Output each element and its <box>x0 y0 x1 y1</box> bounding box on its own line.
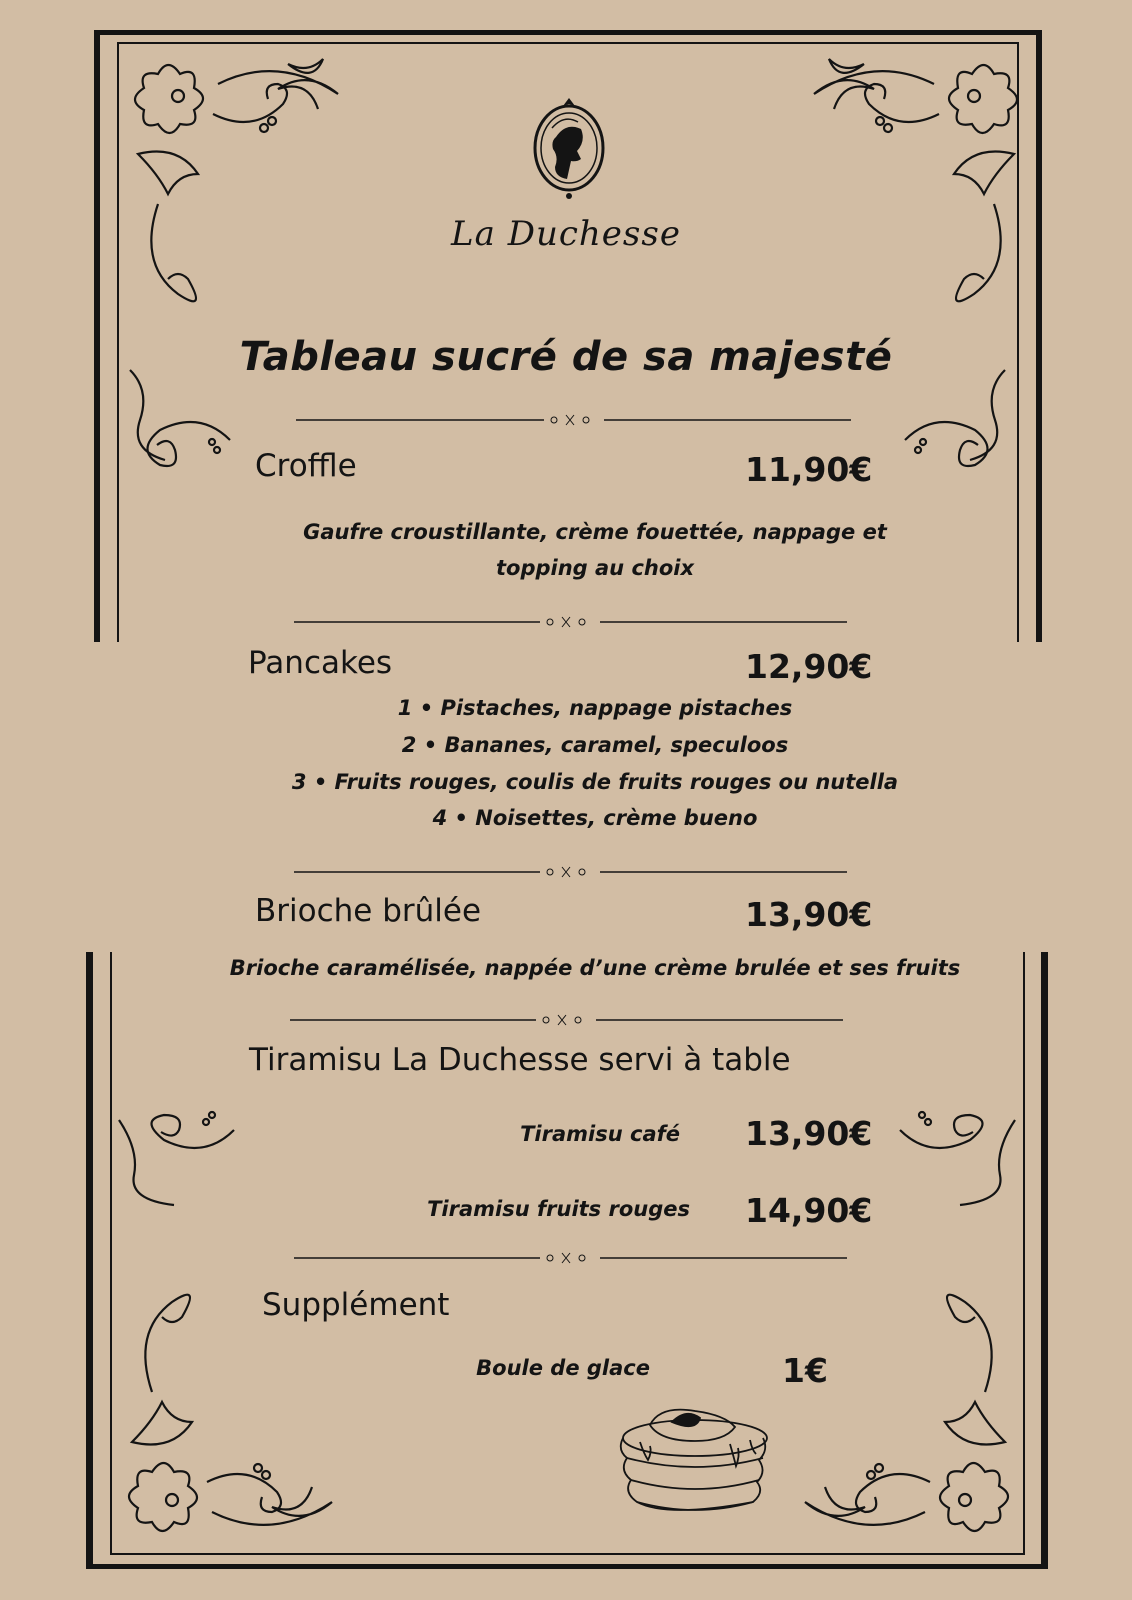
tiramisu-variant-2-label: Tiramisu fruits rouges <box>427 1197 690 1221</box>
pancakes-option-1: 1 • Pistaches, nappage pistaches <box>397 696 793 720</box>
supplement-item-label: Boule de glace <box>476 1356 650 1380</box>
duchess-cameo-logo-icon <box>526 92 612 200</box>
item-pancakes-name: Pancakes <box>248 645 393 681</box>
side-scroll-ornament-lower-left-icon <box>114 1110 244 1210</box>
tiramisu-variant-1-label: Tiramisu café <box>520 1122 680 1146</box>
divider-ornament-1-icon <box>296 412 851 428</box>
item-pancakes-price: 12,90€ <box>745 647 873 686</box>
flourish-ornament-top-left-icon <box>118 44 378 304</box>
tiramisu-variant-1-price: 13,90€ <box>745 1114 873 1153</box>
frame-left-lower <box>86 952 93 1568</box>
frame-bottom-inner-border <box>110 1553 1025 1555</box>
flourish-ornament-bottom-right-icon <box>765 1290 1025 1552</box>
pancakes-option-2: 2 • Bananes, caramel, speculoos <box>401 733 789 757</box>
item-brioche-name: Brioche brûlée <box>255 893 482 929</box>
pancake-stack-illustration-icon <box>610 1400 780 1525</box>
tiramisu-variant-2-price: 14,90€ <box>745 1191 873 1230</box>
divider-ornament-3-icon <box>294 864 847 880</box>
item-tiramisu-name: Tiramisu La Duchesse servi à table <box>249 1042 791 1078</box>
divider-ornament-4-icon <box>290 1012 843 1028</box>
frame-top-border <box>94 30 1042 35</box>
frame-bottom-border <box>86 1564 1048 1569</box>
menu-title: Tableau sucré de sa majesté <box>239 334 893 380</box>
item-brioche-description: Brioche caramélisée, nappée d’une crème brulée et ses fruits <box>229 956 961 980</box>
item-brioche-price: 13,90€ <box>745 895 873 934</box>
item-croffle-name: Croffle <box>255 448 357 484</box>
flourish-ornament-top-right-icon <box>774 44 1034 304</box>
divider-ornament-5-icon <box>294 1250 847 1266</box>
item-croffle-description-line2: topping au choix <box>495 556 695 580</box>
pancakes-option-4: 4 • Noisettes, crème bueno <box>432 806 758 830</box>
frame-right-lower <box>1041 952 1048 1568</box>
side-scroll-ornament-lower-right-icon <box>890 1110 1020 1210</box>
item-croffle-description-line1: Gaufre croustillante, crème fouettée, nappage et <box>303 520 887 544</box>
pancakes-option-3: 3 • Fruits rouges, coulis de fruits rouges ou nutella <box>291 770 899 794</box>
supplement-item-price: 1€ <box>782 1351 828 1390</box>
supplement-heading: Supplément <box>262 1287 450 1323</box>
item-croffle-price: 11,90€ <box>745 450 873 489</box>
divider-ornament-2-icon <box>294 614 847 630</box>
brand-name: La Duchesse <box>451 214 681 254</box>
flourish-ornament-bottom-left-icon <box>112 1290 372 1552</box>
